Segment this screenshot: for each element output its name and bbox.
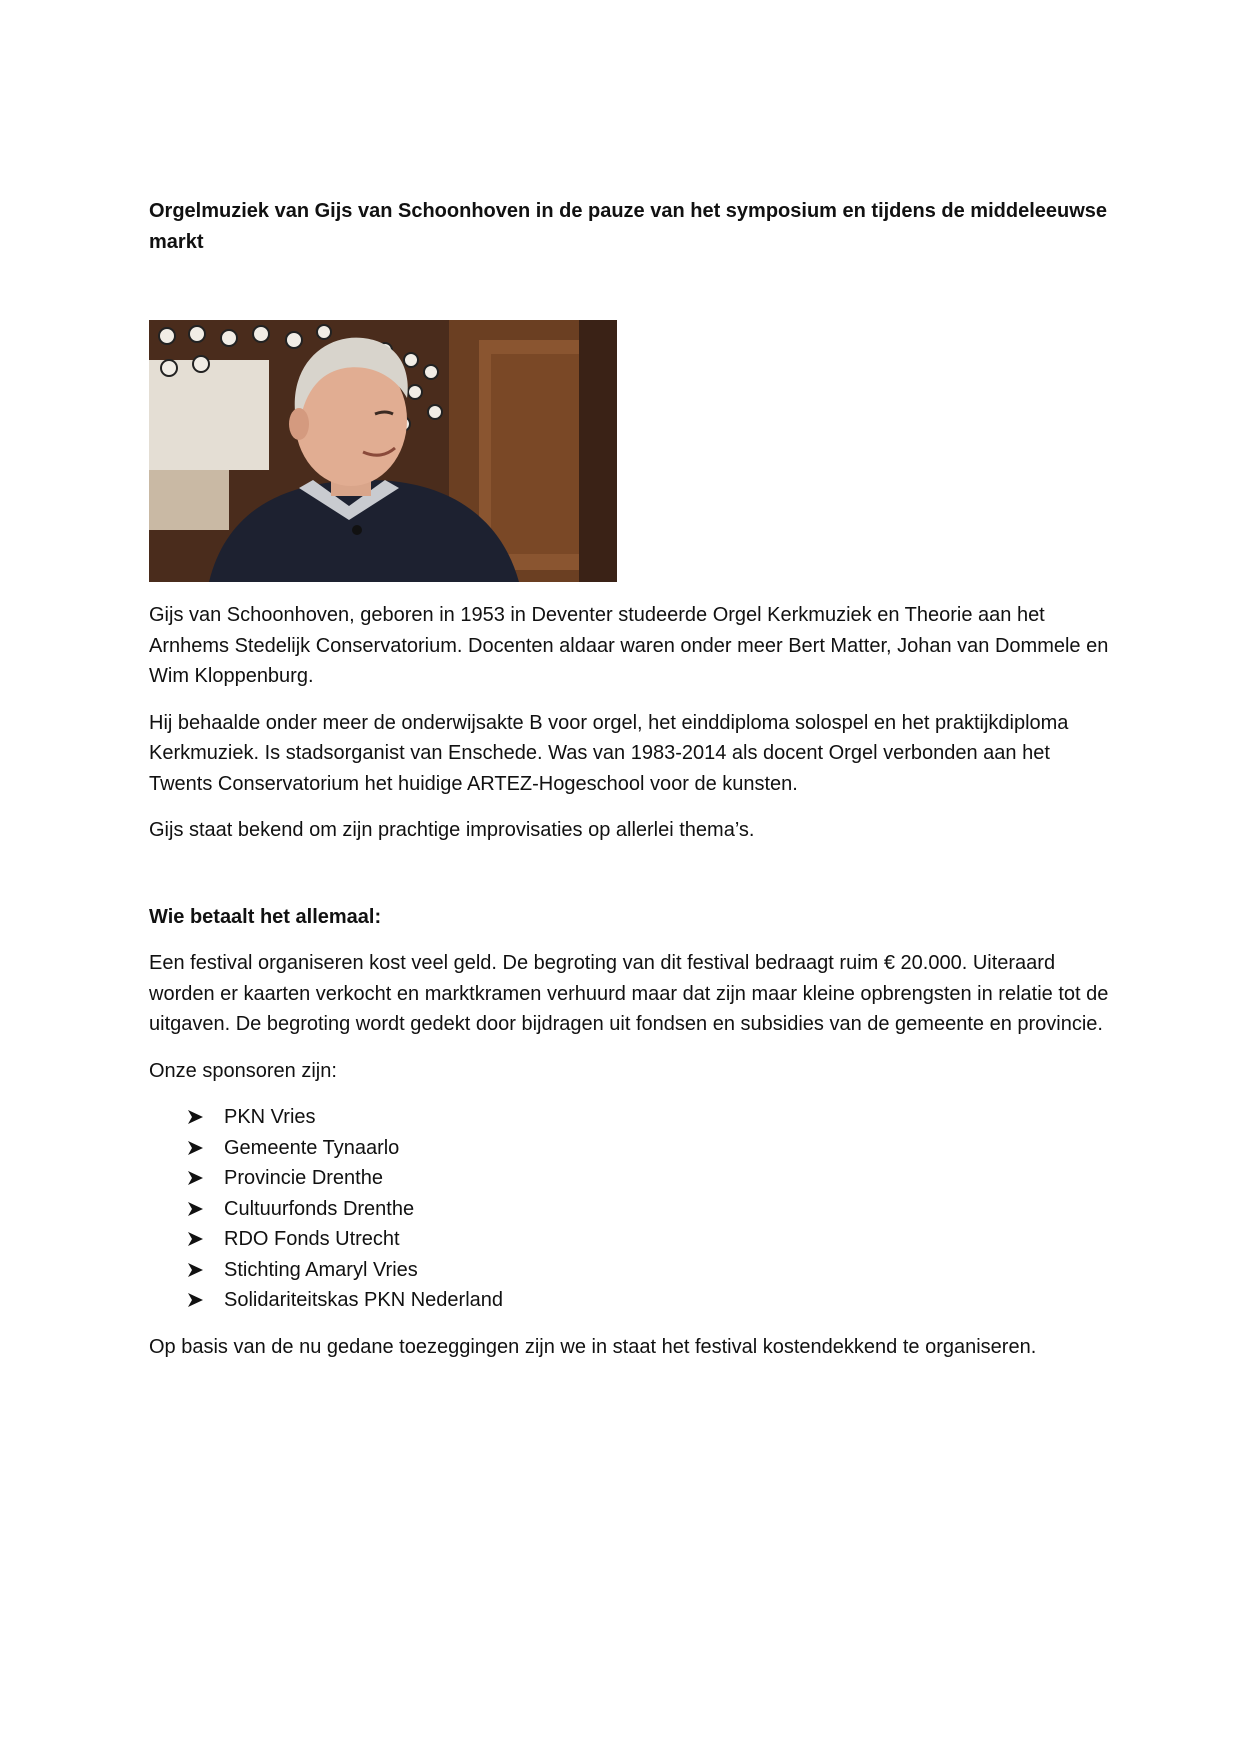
arrowhead-bullet-icon [187, 1201, 204, 1217]
sponsor-name: PKN Vries [224, 1106, 316, 1128]
article-body [149, 600, 1109, 1378]
sponsor-name: RDO Fonds Utrecht [224, 1228, 400, 1250]
list-item [187, 1163, 1109, 1194]
arrowhead-bullet-icon [187, 1231, 204, 1247]
sponsor-name: Stichting Amaryl Vries [224, 1258, 418, 1281]
list-item [187, 1133, 1109, 1164]
closing-paragraph: Op basis van de nu gedane toezeggingen zijn we in staat het festival kostendekkend te organiseren. [149, 1335, 1037, 1358]
list-item [187, 1285, 1109, 1316]
arrowhead-bullet-icon [187, 1140, 204, 1156]
list-item [187, 1102, 1109, 1133]
sponsor-name: Solidariteitskas PKN Nederland [224, 1289, 504, 1311]
arrowhead-bullet-icon [187, 1262, 204, 1278]
bio-paragraph-3: Gijs staat bekend om zijn prachtige improvisaties op allerlei thema’s. [149, 819, 755, 841]
sponsor-list [149, 1102, 1109, 1316]
bio-paragraph-2: Hij behaalde onder meer de onderwijsakte B voor orgel, het einddiploma solospel en het praktijkdiploma Kerkmuziek. Is stadsorganist van Enschede. Was van 1983-2014 als docent Orgel verbonden aan het Twents Conservatorium het huidige ARTEZ-Hogeschool voor de kunsten. [149, 711, 1069, 795]
arrowhead-bullet-icon [187, 1292, 204, 1308]
sponsors-label: Onze sponsoren zijn: [149, 1059, 337, 1082]
organist-portrait-photo-icon [149, 320, 617, 582]
article-title: Orgelmuziek van Gijs van Schoonhoven in de pauze van het symposium en tijdens de middeleeuwse markt [149, 200, 1108, 253]
list-item [187, 1194, 1109, 1225]
funding-intro: Een festival organiseren kost veel geld. De begroting van dit festival bedraagt ruim € 20.000. Uiteraard worden er kaarten verkocht en marktkramen verhuurd maar dat zijn maar kleine opbrengsten in relatie tot de uitgaven. De begroting wordt gedekt door bijdragen uit fondsen en subsidies van de gemeente en provincie. [149, 952, 1109, 1035]
document-page [149, 196, 1109, 1358]
list-item [187, 1224, 1109, 1255]
organist-photo [149, 320, 617, 582]
arrowhead-bullet-icon [187, 1109, 204, 1125]
sponsor-name: Provincie Drenthe [224, 1167, 383, 1189]
sponsor-name: Cultuurfonds Drenthe [224, 1197, 415, 1220]
list-item [187, 1255, 1109, 1286]
bio-paragraph-1: Gijs van Schoonhoven, geboren in 1953 in Deventer studeerde Orgel Kerkmuziek en Theorie aan het Arnhems Stedelijk Conservatorium. Docenten aldaar waren onder meer Bert Matter, Johan van Dommele en Wim Kloppenburg. [149, 604, 1109, 687]
arrowhead-bullet-icon [187, 1170, 204, 1186]
sponsor-name: Gemeente Tynaarlo [224, 1136, 400, 1159]
funding-heading: Wie betaalt het allemaal: [149, 905, 382, 928]
